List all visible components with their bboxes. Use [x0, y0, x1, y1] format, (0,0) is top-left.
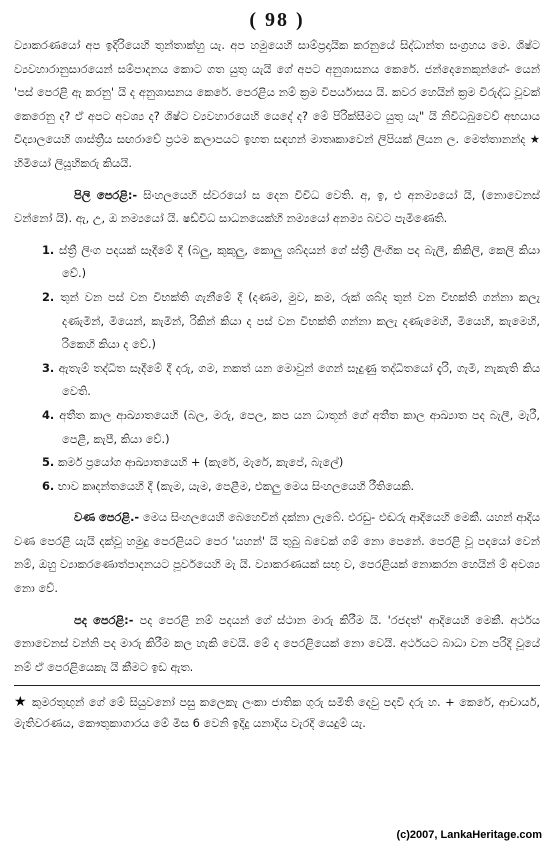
wana-paragraph — [14, 506, 540, 600]
intro-paragraph: ව්‍යාකරණයෝ අප ඉදිරියෙහි තුන්තාක්හු යැ. අප හමුයෙහි සාම්ප්‍රදායික කරනුයේ සිද්ධාන්ත සංග්‍රහය මෙ. ශිෂ්ට ව්‍යවහාරානුසාරයෙන් සම්පාදනය කොට ගත යුතු යැයි ගේ අපට අනුශාසනය කෙරේ. ජන්දෙනෙකුන්ගේ- යෙන් 'පස් පෙරළි ඇ කරනු' යි ද අනුශාසනය කෙරේ. පෙරළිය නම් ක්‍රම විපර්යාසය යි. කවර හෙයින් ක්‍රම විරුද්ධ වූවක් කෙරෙනු ද? ඒ අපට අවශ්‍ය ද? ශිෂ්ට ව්‍යවහාරයෙහි යෙදේ ද? මේ පිරික්සීමට යුතු යැ" යි නිවිධබුවෙව් අභයාය විද්‍යාලයෙහි ශාස්ත්‍රීය සඟරාවේ ප්‍රථම කලාපයට ඉහත සඳහන් මාතෘකාවෙන් ලිපියක් ලියන ල. මෙත්තානන්ද ★ හිමියෝ ලියූහිකරු කියයි. — [14, 38, 540, 170]
list-item — [14, 286, 540, 357]
list-item-number: 3. — [42, 360, 55, 375]
page-number: ( 98 ) — [249, 9, 305, 31]
list-item — [14, 475, 540, 499]
pada-paragraph — [14, 609, 540, 680]
list-item-text: අතීත කාල ආඛ්‍යාතයෙහි (බල, මරු, පෙල, කප යන ධාතූන් ගේ අතීත කාල ආඛ්‍යාත පද බැලී, මැරී, පෙළී, කැපී, කියා වේ.) — [59, 407, 541, 446]
pada-heading: පද පෙරළි:- — [74, 612, 134, 627]
list-item-text: භාව කෘදන්තයෙහි දී (කැම, යැම, පෙළීම, එකලු මෙය සිංහලයෙහි රීතියෙකි. — [57, 478, 415, 493]
list-item-number: 4. — [42, 407, 55, 422]
list-item-number: 2. — [42, 289, 55, 304]
copyright-notice: (c)2007, LankaHeritage.com — [396, 829, 542, 841]
list-item — [14, 404, 540, 451]
wana-text: මෙය සිංහලයෙහි බෙහෙවින් දක්නා ලැබේ. එරඩු- එඬරු ආදියෙහි මෙකී. යහන් ආදිය වණ පෙරළි යැයි දක්වූ හමුදු පෙරළියට පෙර 'යහන්' යි තුබු බවෙක් ගම් නො පෙනේ. පෙරළි වූ පදයෝ වෙන් නම්, ඔහු ව්‍යාකරණොත්පාදනයට පූර්වයෙහි මැ යි. ව්‍යාකරණයක් සභු ව, පෙරළියක් නොකරන හෙයින් ම් අවශ්‍ය නො වේ. — [14, 510, 540, 596]
wana-heading: වණ පෙරළි.- — [74, 510, 140, 525]
list-item — [14, 357, 540, 404]
list-item-number: 6. — [42, 478, 55, 493]
list-item-number: 5. — [42, 455, 55, 470]
list-item-text: කර්ම ප්‍රයෝග ආඛ්‍යාතයෙහි + (කැරේ, මැරේ, කැපේ, බැලේ) — [57, 455, 344, 470]
footnote-divider — [14, 685, 540, 686]
pada-text: පද පෙරළි නම් පදයන් ගේ ස්ථාන මාරු කිරීම යි. 'රජදත්' ආදියෙහි මෙකී. අර්ථය නොවෙනස් වන්නි පද මාරු කිරීම කල හැකි වෙයි. මේ ද පෙරළියෙක් නො වෙයි. අර්ථයට බාධා වන පරිදි වූයේ නම් ඒ පෙරළියෙකැ යි කීමට ඉඩ ඇත. — [14, 612, 540, 674]
pili-paragraph — [14, 184, 540, 231]
list-item-text: ඇතැම් තද්ධිත සෑදීමේ දී දරු, ගම, නකත් යන මොවුන් ගෙන් සෑදුණු තද්ධිතයෝ දැරි, ගැමි, නැකැති කිය වෙති. — [58, 360, 541, 399]
list-item-text: තුන් වන පස් වන විභක්ති ගැනීමේ දී (දණම, මුව, කම, රුක් ශබ්ද තුන් වන විභක්ති ගන්නා කලැ දණැමින්, මියෙන්, කැමින්, රිකින් කියා ද පස් වන විභක්ති ගන්නා කලැ දණැමෙහි, මියෙහි, කැමෙහි, රිකෙහි කියා ද වේ.) — [60, 289, 540, 352]
pili-heading: පිලි පෙරළි:- — [74, 187, 138, 202]
footnote — [14, 692, 540, 734]
star-icon: ★ — [14, 694, 28, 711]
list-item — [14, 451, 540, 475]
pili-text: සිංහලයෙහි ස්වරයෝ ස දෙන විවිධ වෙති. අ, ඉ, එ අනම්‍යයෝ යි, (නොවෙනස් වන්නෝ යි). ඇ, උ, ඔ නම්‍යයෝ යි. ෂඩ්විධ සාධනයෙක්හි නම්‍යයෝ අනම්‍ය බවට පැමිණෙති. — [14, 187, 540, 226]
list-item-text: ස්ත්‍රී ලිංග පදයක් සෑදීමේ දී (බලු, කුකුලු, කොලු ශබ්දයන් ගේ ස්ත්‍රී ලිංගික පද බැලී, කිකිලි, කෙලි කියා වේ.) — [59, 242, 540, 281]
footnote-text: කුමරතුඟුන් ගේ මේ සියුවනෝ පසු කලෙකැ ලංකා ජාතික ගුරු සමිති දෙවු පදවි දරු හ. + කෙරේ, ආචාර්ය, මැතිවරණය, කෞතුකාගාරය මේ මිස 6 වෙනි ඉදිදු යනාදිය වැරදි යෙදුම් යැ. — [14, 695, 540, 731]
list-item-number: 1. — [42, 242, 55, 257]
list-item — [14, 239, 540, 286]
